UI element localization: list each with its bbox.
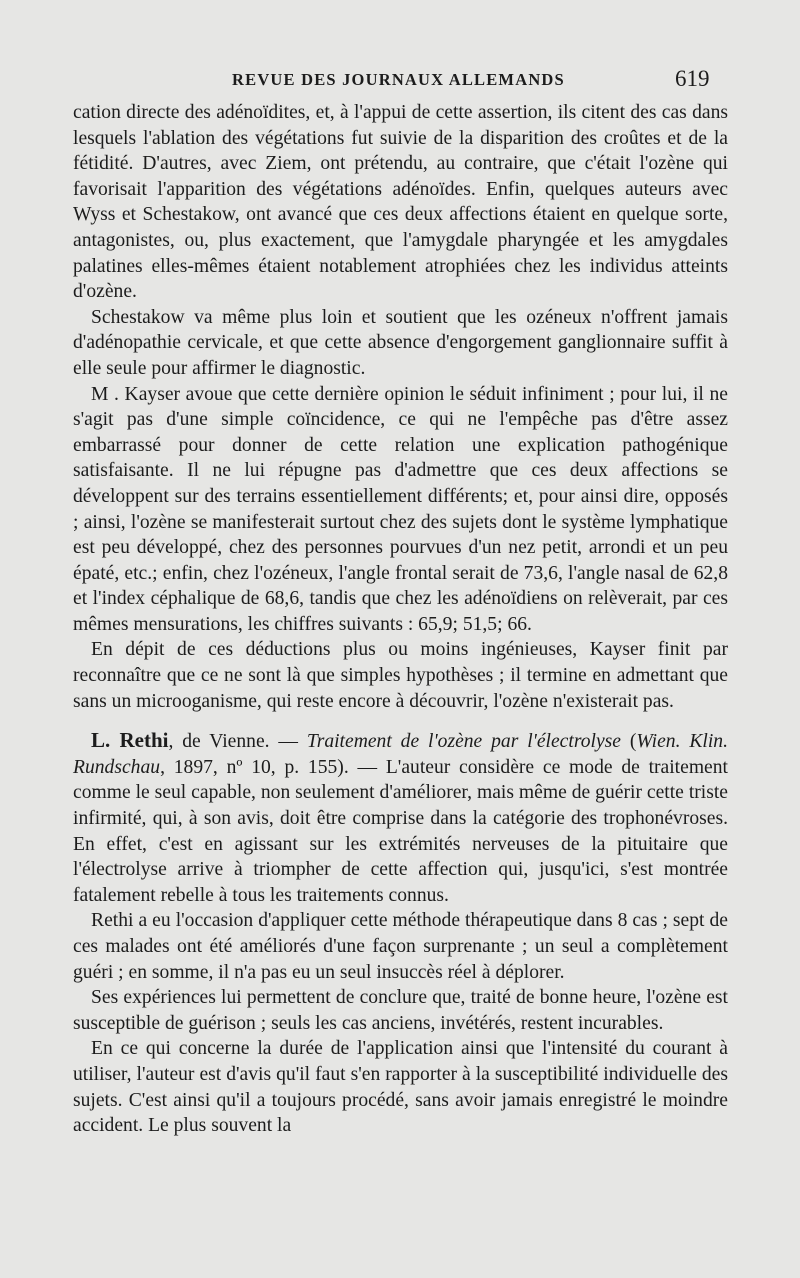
page-number: 619 <box>675 66 710 91</box>
review-journal: Wien. Klin. Rundschau <box>73 731 728 778</box>
paragraph: cation directe des adénoïdites, et, à l'appui de cette assertion, ils citent des cas dans lesquels l'ablation des végétations fut suivie de la disparition des croûtes et de la fétidité. D'autres, avec Ziem, ont prétendu, au contraire, que c'était l'ozène qui favorisait l'apparition des végétations adénoïdes. Enfin, quelques auteurs avec Wyss et Schestakow, ont avancé que ces deux affections étaient en quelque sorte, antagonistes, ou, plus exactement, que l'amygdale pharyngée et les amygdales palatines elles-mêmes étaient notablement atrophiées chez les individus atteints d'ozène. <box>73 102 728 303</box>
page-header <box>0 66 800 100</box>
review-entry <box>73 728 728 908</box>
paragraph: En ce qui concerne la durée de l'application ainsi que l'intensité du courant à utiliser, l'auteur est d'avis qu'il faut s'en rapporter à la susceptibilité individuelle des sujets. C'est ainsi qu'il a toujours procédé, sans avoir jamais enregistré le moindre accident. Le plus souvent la <box>73 1038 728 1137</box>
page-body <box>73 100 728 1139</box>
paragraph: Ses expériences lui permettent de conclure que, traité de bonne heure, l'ozène est susceptible de guérison ; seuls les cas anciens, invétérés, restent incurables. <box>73 987 728 1034</box>
review-body: , 1897, nº 10, p. 155). — L'auteur considère ce mode de traitement comme le seul capable, non seulement d'améliorer, mais même de guérir cette triste infirmité, qui, à son avis, doit être comprise dans la catégorie des trophonévroses. En effet, c'est en agissant sur les extrémités nerveuses de la pituitaire que l'électrolyse arrive à triompher de cette affection qui, jusqu'ici, s'est montrée fatalement rebelle à tous les traitements connus. <box>73 756 728 906</box>
review-location: , de Vienne. — <box>168 731 307 753</box>
review-title: Traitement de l'ozène par l'électrolyse <box>306 731 621 753</box>
paragraph: M . Kayser avoue que cette dernière opinion le séduit infiniment ; pour lui, il ne s'agit pas d'une simple coïncidence, ce qui ne l'empêche pas d'être assez embarrassé pour donner de cette relation une explication pathogénique satisfaisante. Il ne lui répugne pas d'admettre que ces deux affections se développent sur des terrains essentiellement différents; et, pour ainsi dire, opposés ; ainsi, l'ozène se manifesterait surtout chez des sujets dont le système lymphatique est peu développé, chez des personnes pourvues d'un nez petit, arrondi et un peu épaté, etc.; enfin, chez l'ozéneux, l'angle frontal serait de 73,6, l'angle nasal de 62,8 et l'index céphalique de 68,6, tandis que chez les adénoïdiens on relèverait, par ces mêmes mensurations, les chiffres suivants : 65,9; 51,5; 66. <box>73 383 728 635</box>
review-author: L. Rethi <box>91 728 169 753</box>
paragraph: En dépit de ces déductions plus ou moins ingénieuses, Kayser finit par reconnaître que ce ne sont là que simples hypothèses ; il termine en admettant que sans un microoganisme, qui reste encore à découvrir, l'ozène n'existerait pas. <box>73 639 728 712</box>
paragraph: Rethi a eu l'occasion d'appliquer cette méthode thérapeutique dans 8 cas ; sept de ces malades ont été améliorés d'une façon surprenante ; un seul a complètement guéri ; en somme, il n'a pas eu un seul insuccès réel à déplorer. <box>73 910 728 983</box>
paragraph: Schestakow va même plus loin et soutient que les ozéneux n'offrent jamais d'adénopathie cervicale, et que cette absence d'engorgement ganglionnaire suffit à elle seule pour affirmer le diagnostic. <box>73 306 728 379</box>
running-title: REVUE DES JOURNAUX ALLEMANDS <box>232 70 565 89</box>
review-citation-open: ( <box>620 731 637 753</box>
